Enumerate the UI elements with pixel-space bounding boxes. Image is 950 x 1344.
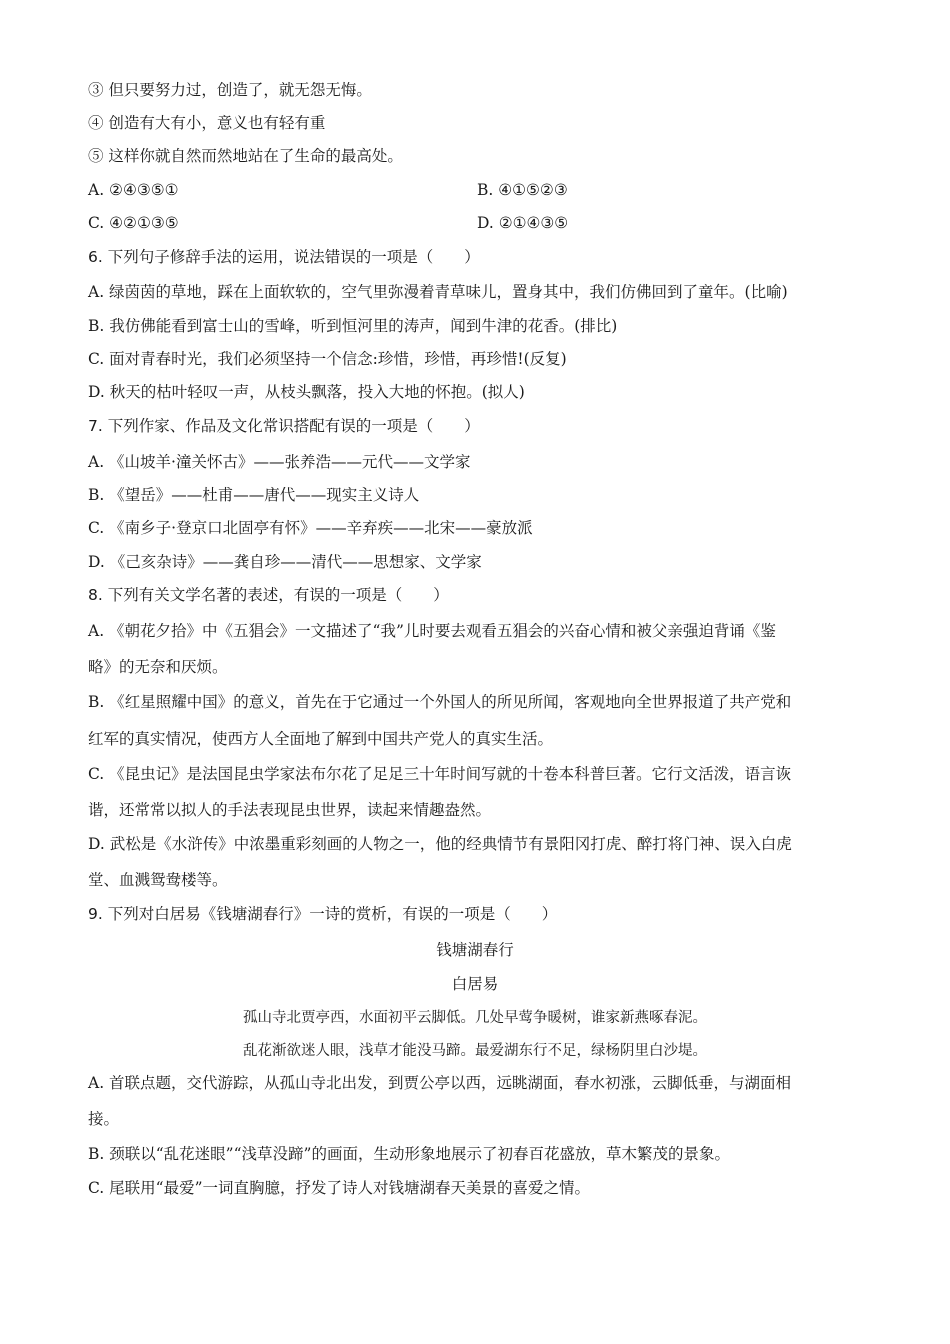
- q7-option-d: D. 《己亥杂诗》——龚自珍——清代——思想家、文学家: [88, 553, 482, 571]
- q9-option-b: B. 颈联以“乱花迷眼”“浅草没蹄”的画面，生动形象地展示了初春百花盛放，草木繁茂的景象。: [88, 1145, 730, 1163]
- q5-option-d: D. ②①④③⑤: [477, 214, 569, 232]
- q6-option-c: C. 面对青春时光，我们必须坚持一个信念:珍惜，珍惜，再珍惜!(反复): [88, 350, 567, 368]
- q8-stem: 8. 下列有关文学名著的表述，有误的一项是（ ）: [88, 586, 449, 604]
- q9-stem: 9. 下列对白居易《钱塘湖春行》一诗的赏析，有误的一项是（ ）: [88, 905, 558, 923]
- poem-line-2: 乱花渐欲迷人眼，浅草才能没马蹄。最爱湖东行不足，绿杨阴里白沙堤。: [243, 1043, 707, 1059]
- q7-option-a: A. 《山坡羊·潼关怀古》——张养浩——元代——文学家: [88, 453, 471, 471]
- q6-option-d: D. 秋天的枯叶轻叹一声，从枝头飘落，投入大地的怀抱。(拟人): [88, 383, 525, 401]
- q5-option-c: C. ④②①③⑤: [88, 214, 179, 232]
- q8-option-d-line2: 堂、血溅鸳鸯楼等。: [88, 871, 228, 889]
- q6-stem: 6. 下列句子修辞手法的运用，说法错误的一项是（ ）: [88, 248, 480, 266]
- q6-option-b: B. 我仿佛能看到富士山的雪峰，听到恒河里的涛声，闻到牛津的花香。(排比): [88, 317, 618, 335]
- q9-option-a-line2: 接。: [88, 1110, 120, 1128]
- sentence-3: ③ 但只要努力过，创造了，就无怨无悔。: [88, 81, 372, 99]
- q6-option-a: A. 绿茵茵的草地，踩在上面软软的，空气里弥漫着青草味儿，置身其中，我们仿佛回到了童年。(比喻): [88, 283, 788, 301]
- q7-option-c: C. 《南乡子·登京口北固亭有怀》——辛弃疾——北宋——豪放派: [88, 519, 533, 537]
- poem-title: 钱塘湖春行: [436, 941, 514, 959]
- q5-option-a: A. ②④③⑤①: [88, 181, 179, 199]
- q8-option-a-line2: 略》的无奈和厌烦。: [88, 658, 228, 676]
- sentence-4: ④ 创造有大有小，意义也有轻有重: [88, 114, 326, 132]
- q9-option-c: C. 尾联用“最爱”一词直胸臆，抒发了诗人对钱塘湖春天美景的喜爱之情。: [88, 1179, 591, 1197]
- poem-line-1: 孤山寺北贾亭西，水面初平云脚低。几处早莺争暖树，谁家新燕啄春泥。: [243, 1010, 707, 1026]
- q8-option-c-line1: C. 《昆虫记》是法国昆虫学家法布尔花了足足三十年时间写就的十卷本科普巨著。它行文活泼，语言诙: [88, 765, 792, 783]
- q8-option-b-line1: B. 《红星照耀中国》的意义，首先在于它通过一个外国人的所见所闻，客观地向全世界报道了共产党和: [88, 693, 792, 711]
- q7-stem: 7. 下列作家、作品及文化常识搭配有误的一项是（ ）: [88, 417, 480, 435]
- q8-option-a-line1: A. 《朝花夕拾》中《五猖会》一文描述了“我”儿时要去观看五猖会的兴奋心情和被父亲强迫背诵《鉴: [88, 622, 776, 640]
- q8-option-c-line2: 谐，还常常以拟人的手法表现昆虫世界，读起来情趣盎然。: [88, 801, 492, 819]
- poem-author: 白居易: [451, 975, 499, 993]
- sentence-5: ⑤ 这样你就自然而然地站在了生命的最高处。: [88, 147, 403, 165]
- q7-option-b: B. 《望岳》——杜甫——唐代——现实主义诗人: [88, 486, 420, 504]
- q5-option-b: B. ④①⑤②③: [477, 181, 568, 199]
- q8-option-d-line1: D. 武松是《水浒传》中浓墨重彩刻画的人物之一，他的经典情节有景阳冈打虎、醉打将门神、误入白虎: [88, 835, 792, 853]
- q8-option-b-line2: 红军的真实情况，使西方人全面地了解到中国共产党人的真实生活。: [88, 730, 554, 748]
- q9-option-a-line1: A. 首联点题，交代游踪，从孤山寺北出发，到贾公亭以西，远眺湖面，春水初涨，云脚低垂，与湖面相: [88, 1074, 792, 1092]
